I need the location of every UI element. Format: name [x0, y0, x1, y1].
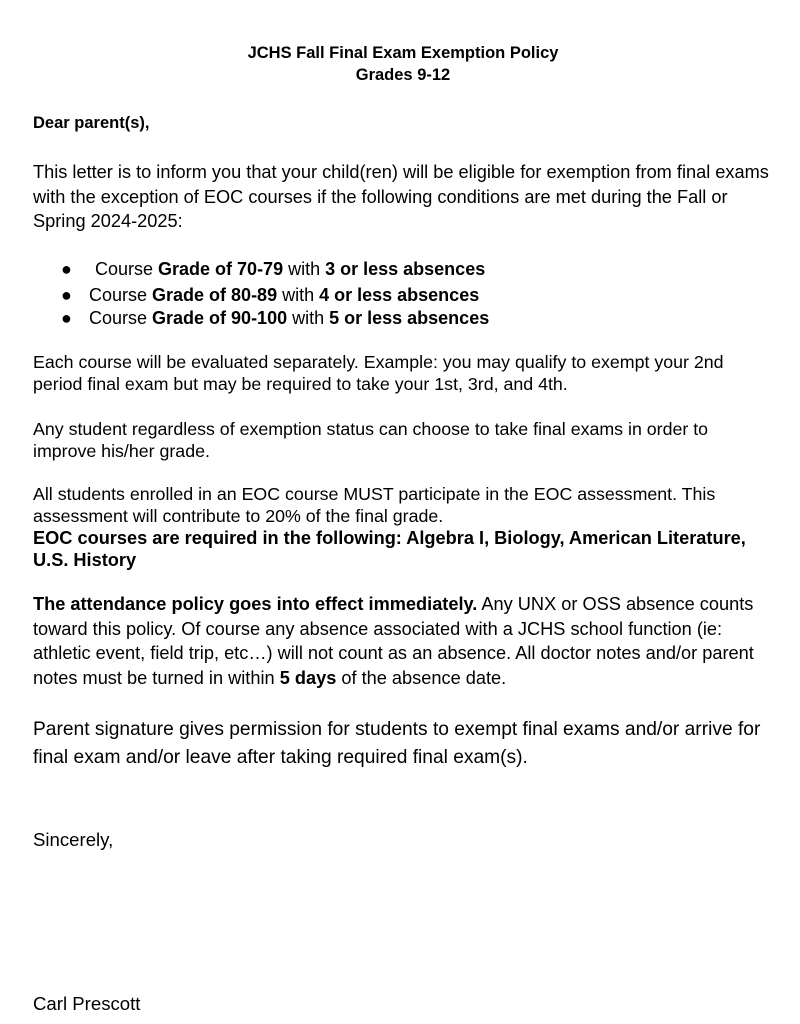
condition-grade: Grade of 80-89: [152, 285, 278, 305]
exemption-conditions-list: [33, 258, 773, 330]
letter-title: JCHS Fall Final Exam Exemption Policy: [247, 44, 559, 62]
signer-name: Carl Prescott: [33, 993, 141, 1014]
condition-prefix: Course: [89, 308, 153, 328]
condition-prefix: Course: [89, 285, 153, 305]
bullet-icon: ●: [61, 259, 72, 279]
bullet-icon: ●: [61, 308, 72, 328]
condition-grade: Grade of 70-79: [158, 259, 284, 279]
attendance-paragraph: [33, 592, 773, 690]
signature-note: Parent signature gives permission for students to exempt final exams and/or arrive for final exam and/or leave after taking required final exam(s).: [33, 719, 761, 768]
any-student-paragraph: Any student regardless of exemption status can choose to take final exams in order to improve his/her grade.: [33, 419, 709, 461]
letter-heading: [0, 42, 800, 86]
attendance-days: 5 days: [279, 667, 337, 688]
condition-prefix: Course: [95, 259, 159, 279]
list-item: [33, 258, 773, 284]
condition-connector: with: [277, 285, 320, 305]
condition-connector: with: [283, 259, 326, 279]
list-item: [33, 284, 773, 307]
intro-paragraph: This letter is to inform you that your child(ren) will be eligible for exemption from final exams with the exception of EOC courses if the following conditions are met during the Fall or Spring 2024-2025:: [33, 162, 769, 231]
attendance-body: Any UNX or OSS absence counts toward this policy. Of course any absence associated with a JCHS school function (ie: athletic event, field trip, etc…) will not count as an absence. All doctor notes and/or parent notes must be turned in within: [33, 594, 754, 688]
salutation: Dear parent(s),: [33, 114, 150, 132]
eoc-assessment-paragraph: All students enrolled in an EOC course MUST participate in the EOC assessment. This assessment will contribute to 20% of the final grade.: [33, 484, 716, 526]
attendance-lead: The attendance policy goes into effect immediately.: [33, 594, 478, 614]
condition-absences: 3 or less absences: [325, 259, 486, 279]
condition-absences: 5 or less absences: [329, 308, 490, 328]
bullet-icon: ●: [61, 285, 72, 305]
eoc-required-courses: EOC courses are required in the following: Algebra I, Biology, American Literature, U.S. History: [33, 528, 746, 570]
each-course-paragraph: Each course will be evaluated separately. Example: you may qualify to exempt your 2nd period final exam but may be required to take your 1st, 3rd, and 4th.: [33, 352, 724, 394]
condition-connector: with: [287, 308, 330, 328]
letter-subtitle: Grades 9-12: [355, 66, 451, 84]
condition-grade: Grade of 90-100: [152, 308, 288, 328]
attendance-tail: of the absence date.: [336, 667, 507, 688]
condition-absences: 4 or less absences: [319, 285, 480, 305]
list-item: [33, 307, 773, 330]
closing: Sincerely,: [33, 829, 114, 850]
